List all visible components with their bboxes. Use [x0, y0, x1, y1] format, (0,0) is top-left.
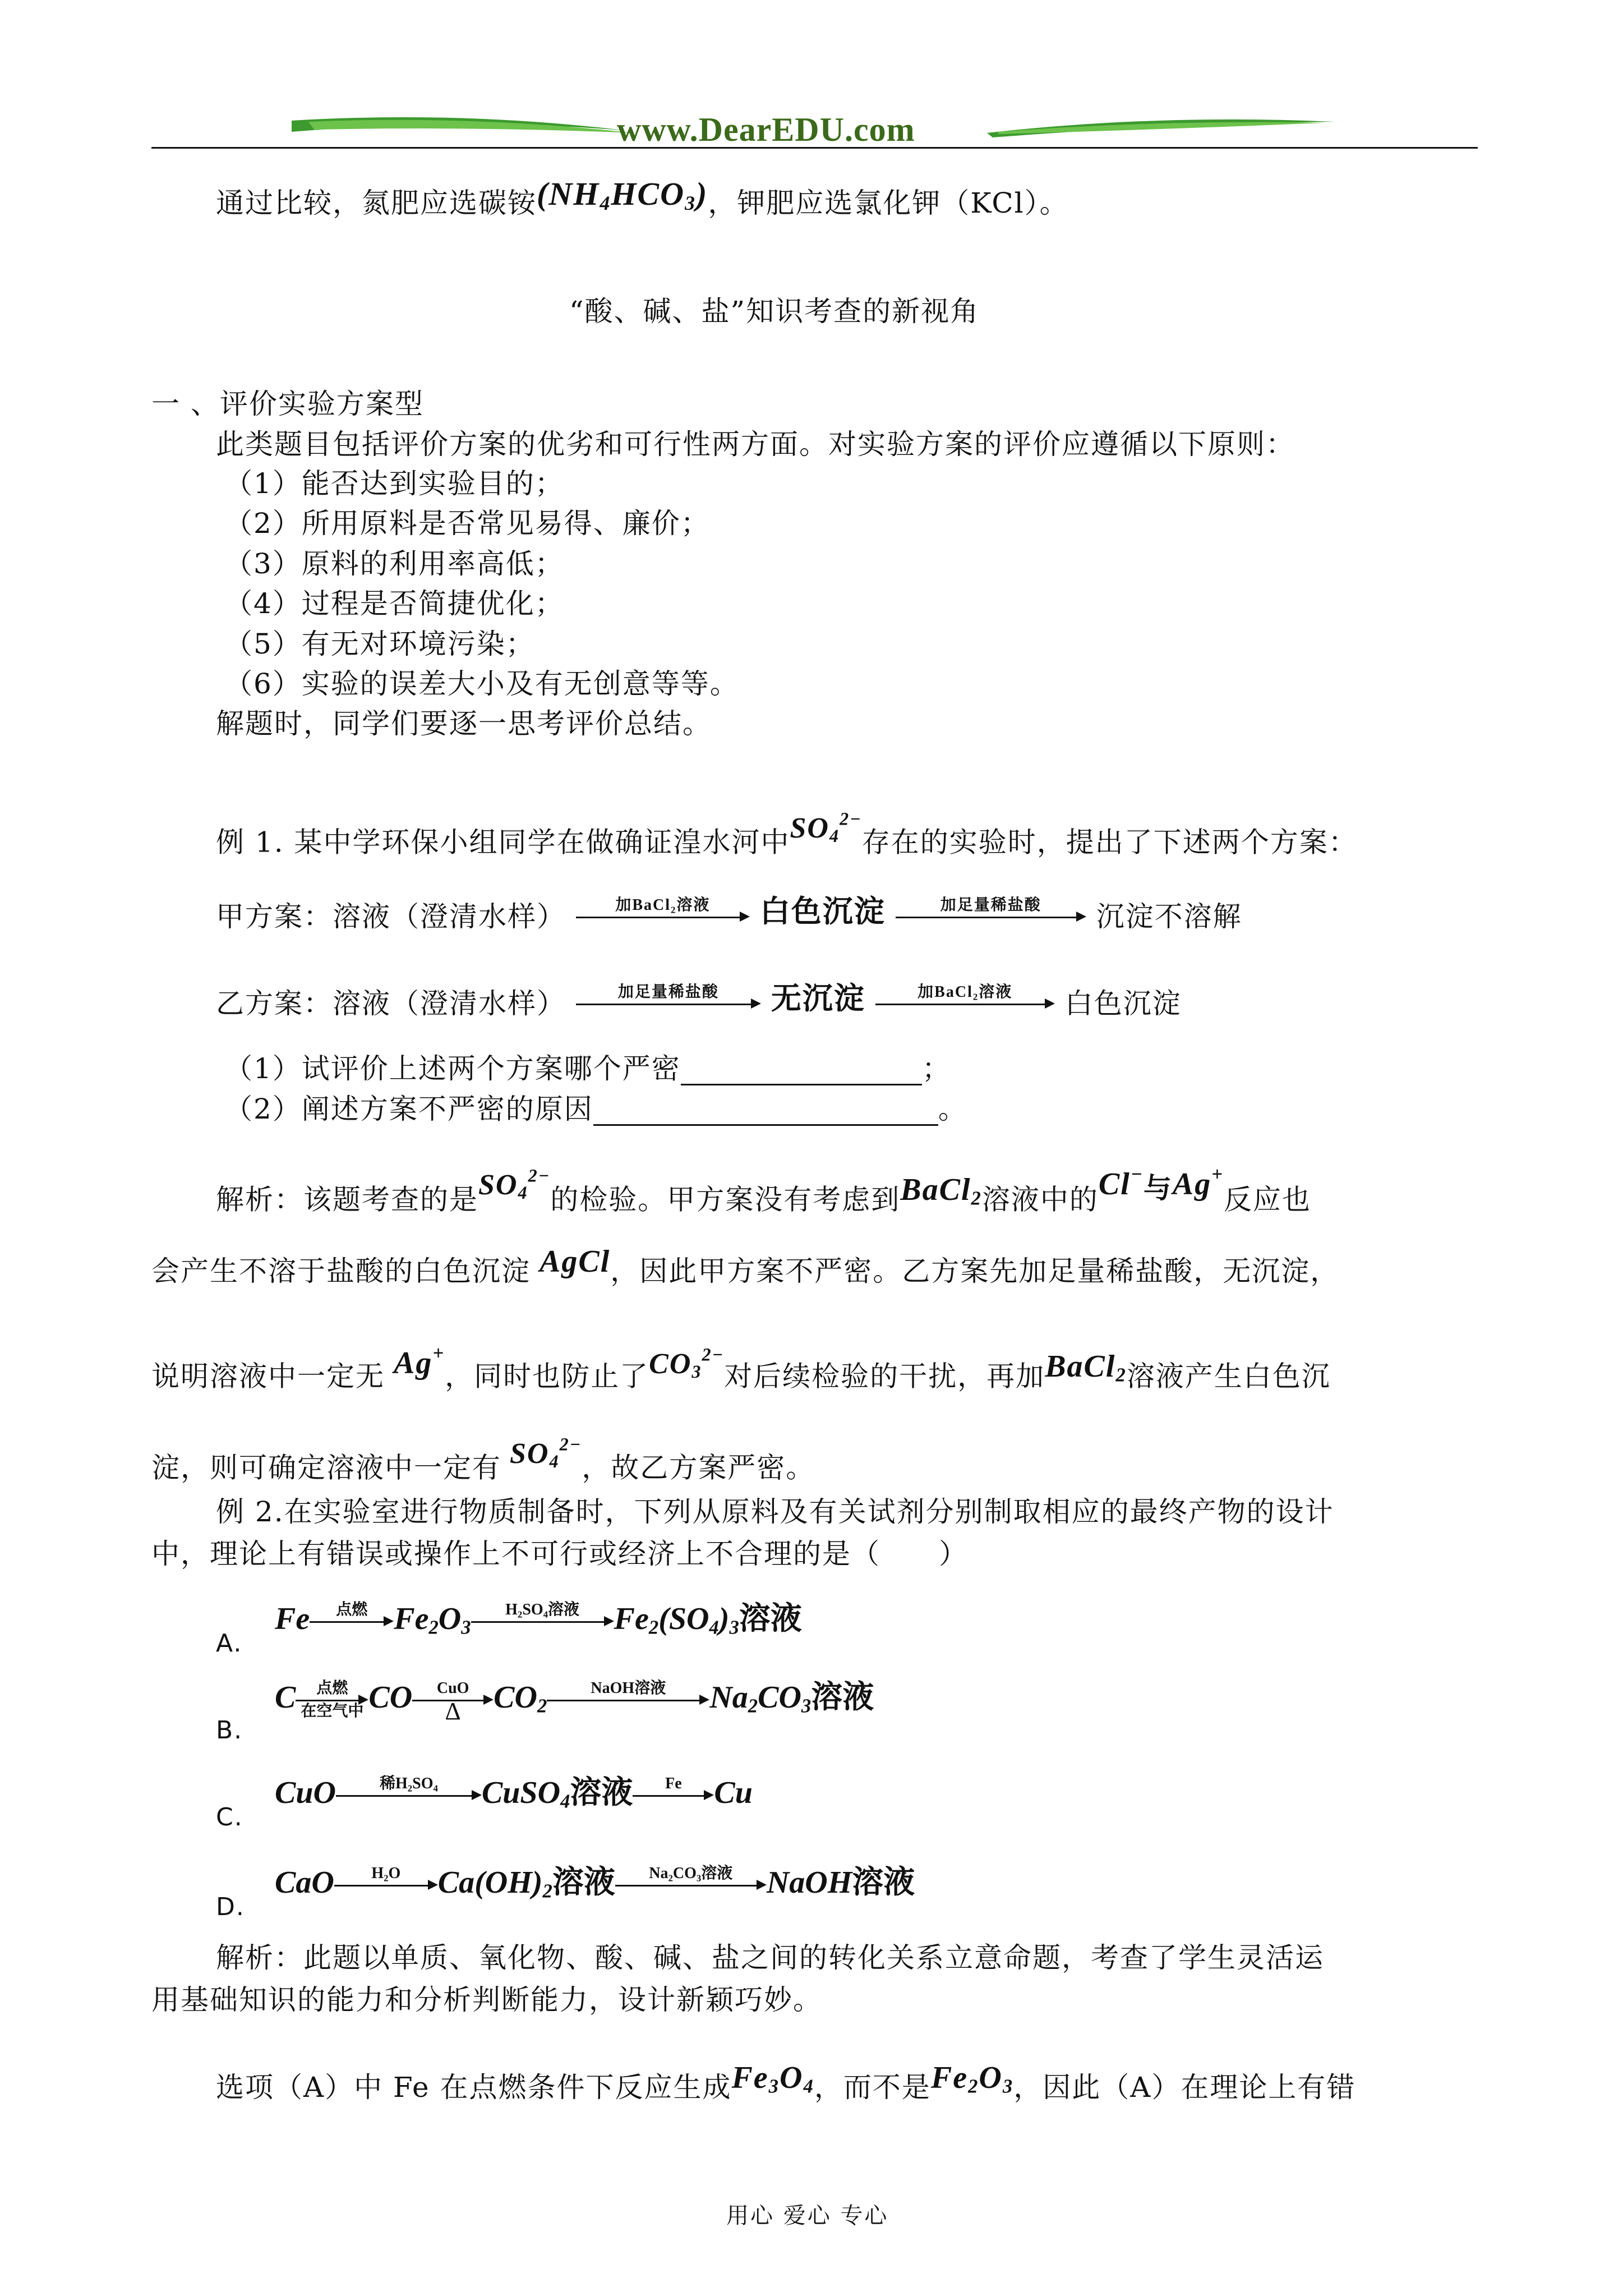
analysis-text: 溶液中的 [981, 1183, 1099, 1216]
plan-a-arrow-2: 加足量稀盐酸 [896, 900, 1086, 933]
analysis-text: 解析：该题考查的是 [216, 1183, 478, 1216]
option-d-mid: 溶液 [552, 1864, 615, 1901]
ex1-q-post: 存在的实验时，提出了下述两个方案： [861, 826, 1358, 859]
analysis-text: 与 [1143, 1171, 1173, 1205]
formula-ag-ion: Ag+ [385, 1342, 445, 1381]
plan-b-label: 乙方案：溶液（澄清水样） [216, 987, 566, 1020]
option-c-arrow-1: 稀H₂SO₄ [336, 1778, 482, 1812]
plan-b-end: 白色沉淀 [1064, 987, 1182, 1020]
ex1-analysis-line-3 [151, 1342, 1331, 1401]
plan-b-arrow-1: 加足量稀盐酸 [576, 987, 761, 1020]
footer-slogan: 用心 爱心 专心 [726, 2203, 889, 2229]
plan-b [216, 980, 1182, 1029]
analysis-text: 反应也 [1224, 1183, 1312, 1216]
option-d-suffix: 溶液 [852, 1864, 915, 1901]
ex2-analysis-line-1: 解析：此题以单质、氧化物、酸、碱、盐之间的转化关系立意命题，考查了学生灵活运 [216, 1941, 1324, 1974]
option-b-suffix: 溶液 [811, 1678, 874, 1715]
header-rule [151, 147, 1478, 149]
option-b-arrow-2: CuO Δ [412, 1683, 494, 1717]
analysis-text: ，而不是 [814, 2071, 931, 2104]
formula-co3: $CO_3^{2-}$ [649, 1344, 725, 1382]
ex1-q2-text: （2）阐述方案不严密的原因 [224, 1093, 593, 1125]
intro-formula: $(NH_4HCO_3)$ [537, 176, 708, 214]
section-desc: 此类题目包括评价方案的优劣和可行性两方面。对实验方案的评价应遵循以下原则： [216, 428, 1295, 461]
option-d-label: D. [216, 1893, 245, 1921]
ex2-question-line-1: 例 2.在实验室进行物质制备时，下列从原料及有关试剂分别制取相应的最终产物的设计 [216, 1496, 1334, 1528]
analysis-text: 淀，则可确定溶液中一定有 [151, 1451, 501, 1484]
formula-so4: $SO_4^{2-}$ [501, 1434, 582, 1471]
ex1-q-pre: 例 1. 某中学环保小组同学在做确证湟水河中 [216, 826, 790, 859]
analysis-text: 的检验。甲方案没有考虑到 [550, 1183, 901, 1216]
answer-blank-2[interactable] [593, 1099, 938, 1126]
analysis-text: 溶液产生白色沉 [1126, 1360, 1331, 1393]
formula-fe3o4: $Fe_3O_4$ [731, 2060, 814, 2097]
option-b-arrow-1: 点燃 在空气中 [296, 1683, 368, 1717]
plan-a [216, 893, 1242, 942]
intro-text-2: ，钾肥应选氯化钾（KCl）。 [708, 187, 1069, 219]
analysis-text: 选项（A）中 Fe 在点燃条件下反应生成 [216, 2071, 732, 2104]
principle-item: （1）能否达到实验目的； [224, 467, 564, 500]
ex1-analysis-line-4 [151, 1434, 815, 1493]
ex1-q1-text: （1）试评价上述两个方案哪个严密 [224, 1052, 681, 1085]
plan-a-arrow-1: 加BaCl₂溶液 [576, 900, 750, 933]
analysis-text: ，因此甲方案不严密。乙方案先加足量稀盐酸，无沉淀， [610, 1255, 1340, 1287]
option-d-arrow-2: Na₂CO₃溶液 [615, 1868, 767, 1902]
ex2-last-line [216, 2060, 1356, 2113]
principle-item: （3）原料的利用率高低； [224, 547, 564, 580]
formula-so4: $SO_4^{2-}$ [478, 1165, 551, 1203]
header-banner [292, 109, 1335, 149]
plan-a-end: 沉淀不溶解 [1096, 900, 1242, 933]
principle-item: （4）过程是否简捷优化； [224, 587, 564, 620]
option-c-mid: 溶液 [570, 1774, 633, 1811]
option-b-arrow-3: NaOH溶液 [547, 1683, 709, 1717]
intro-text-1: 通过比较，氮肥应选碳铵 [216, 187, 537, 219]
section-tip: 解题时，同学们要逐一思考评价总结。 [216, 707, 712, 740]
ex1-q2 [224, 1092, 967, 1126]
ex1-analysis-line-2 [151, 1244, 1340, 1288]
ex1-q1-end: ； [921, 1052, 951, 1085]
answer-blank-1[interactable] [681, 1059, 922, 1085]
analysis-text: 说明溶液中一定无 [151, 1360, 385, 1393]
option-a-arrow-2: H₂SO₄溶液 [471, 1604, 614, 1638]
ex2-analysis-line-2: 用基础知识的能力和分析判断能力，设计新颖巧妙。 [151, 1984, 822, 2016]
formula-so4: $SO_4^{2-}$ [790, 808, 862, 846]
analysis-text: 会产生不溶于盐酸的白色沉淀 [151, 1255, 531, 1287]
option-c-label: C. [216, 1803, 243, 1832]
formula-bacl2: BaCl$_2$ [1045, 1349, 1127, 1386]
example1-question [216, 808, 1358, 867]
formula-fe2o3: $Fe_2O_3$ [930, 2060, 1014, 2097]
option-b-label: B. [216, 1716, 243, 1745]
header-site-name[interactable]: www.DearEDU.com [617, 111, 915, 148]
analysis-text: ，故乙方案严密。 [582, 1451, 815, 1484]
formula-ag-ion: Ag+ [1172, 1163, 1224, 1202]
ex1-analysis-line-1 [216, 1163, 1312, 1225]
plan-b-mid: 无沉淀 [771, 980, 865, 1016]
analysis-text: ，同时也防止了 [445, 1360, 649, 1393]
plan-a-label: 甲方案：溶液（澄清水样） [216, 900, 566, 933]
plan-b-arrow-2: 加BaCl₂溶液 [875, 987, 1055, 1020]
plan-a-mid: 白色沉淀 [759, 893, 886, 929]
ex1-q1 [224, 1052, 951, 1085]
ex1-q2-end: 。 [938, 1093, 967, 1125]
analysis-text: ，因此（A）在理论上有错 [1013, 2071, 1356, 2104]
option-d-arrow-1: H₂O [334, 1868, 438, 1902]
formula-agcl: AgCl [531, 1244, 611, 1279]
article-title: “酸、碱、盐”知识考查的新视角 [569, 295, 980, 328]
header-swoosh-left-icon [292, 109, 639, 149]
formula-cl-ion: Cl− [1098, 1163, 1144, 1202]
intro-line [216, 176, 1069, 228]
principle-item: （6）实验的误差大小及有无创意等等。 [224, 668, 739, 700]
principle-item: （5）有无对环境污染； [224, 628, 535, 660]
option-c-arrow-2: Fe [633, 1778, 714, 1812]
header-swoosh-right-icon [987, 109, 1335, 149]
formula-bacl2: BaCl$_2$ [900, 1172, 982, 1209]
section-heading: 一 、评价实验方案型 [151, 388, 424, 420]
option-a-suffix: 溶液 [739, 1600, 802, 1637]
option-a-label: A. [216, 1629, 243, 1658]
option-a-arrow-1: 点燃 [310, 1604, 394, 1638]
analysis-text: 对后续检验的干扰，再加 [724, 1360, 1045, 1393]
principle-item: （2）所用原料是否常见易得、廉价； [224, 507, 710, 540]
ex2-question-line-2: 中，理论上有错误或操作上不可行或经济上不合理的是（ ） [151, 1538, 968, 1570]
